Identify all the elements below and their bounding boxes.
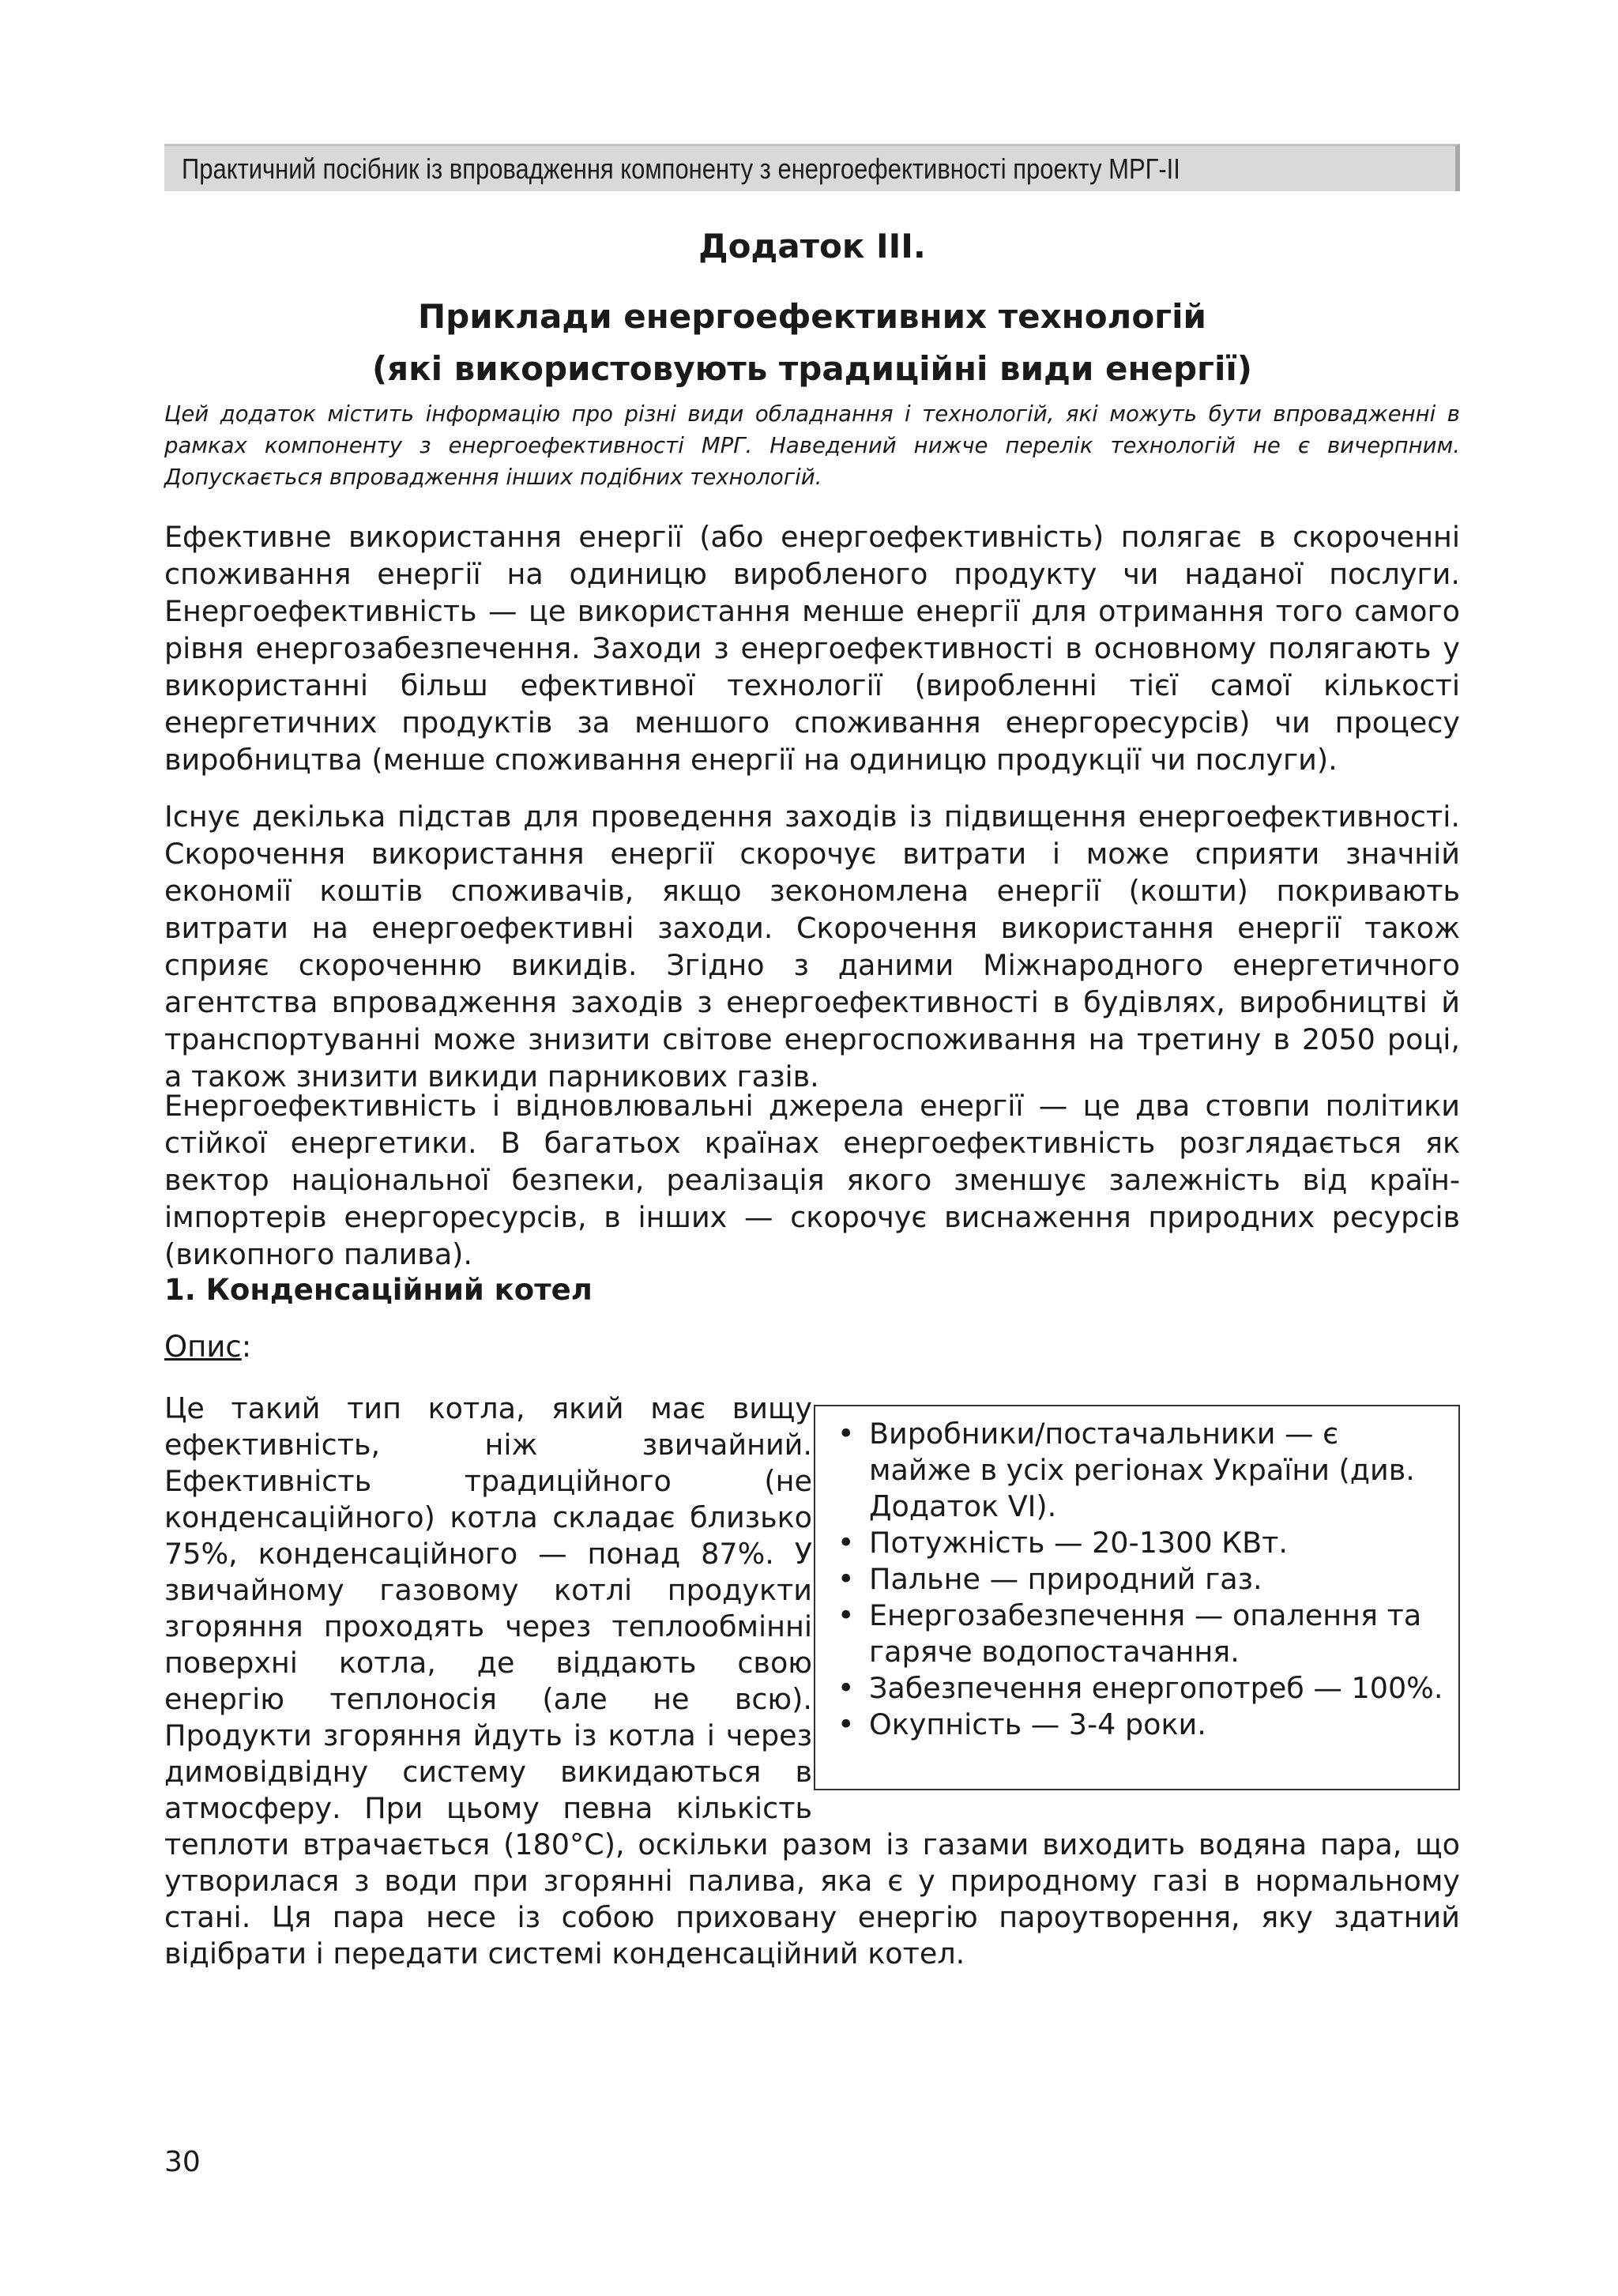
bullet-icon: • [837, 1671, 855, 1705]
paragraph-3: Енергоефективність і відновлювальні джерела енергії — це два стовпи політики стійкої енергетики. В багатьох країнах енергоефективність розглядається як вектор національної безпеки, реалізація якого зменшує залежність від країн-імпортерів енергоресурсів, в інших — скорочує виснаження природних ресурсів (викопного палива). [164, 1089, 1460, 1271]
description-text: Це такий тип котла, який має вищу ефективність, ніж звичайний. Ефективність традиційного (не конденсаційного) котла складає близько 75%, конденсаційного — понад 87%. У звичайному газовому котлі продукти згоряння проходять через теплообмінні поверхні котла, де віддають свою енергію теплоносія (але не всю). Продукти згоряння йдуть із котла і через димовідвідну систему викидаються в атмосферу. При цьому певна кількість теплоти втрачається (180°С), оскільки разом із газами виходить водяна пара, що утворилася з води при згорянні палива, яка є у природному газі в нормальному стані. Ця пара несе із собою приховану енергію пароутворення, яку здатний відібрати і передати системі конденсаційний котел. [164, 1391, 1460, 1970]
spec-text: Пальне — природний газ. [869, 1562, 1262, 1596]
page-number: 30 [164, 2146, 201, 2178]
bullet-icon: • [837, 1598, 855, 1632]
description-label-text: Опис [164, 1330, 242, 1364]
spec-text: Забезпечення енергопотреб — 100%. [869, 1671, 1443, 1705]
description-label [164, 1327, 251, 1367]
description-label-colon: : [241, 1330, 252, 1364]
subtitle-line-1: Приклади енергоефективних технологій [418, 297, 1206, 336]
specs-list [833, 1416, 1444, 1743]
paragraph-2: Існує декілька підстав для проведення заходів із підвищення енергоефективності. Скорочення використання енергії скорочує витрати і може сприяти значній економії коштів споживачів, якщо зекономлена енергії (кошти) покривають витрати на енергоефективні заходи. Скорочення використання енергії також сприяє скороченню викидів. Згідно з даними Міжнародного енергетичного агентства впровадження заходів з енергоефективності в будівлях, виробництві й транспортуванні може знизити світове енергоспоживання на третину в 2050 році, а також знизити викиди парникових газів. [164, 800, 1460, 1093]
list-item [833, 1670, 1444, 1707]
subtitle-line-2: (які використовують традиційні види енергії) [371, 349, 1252, 388]
bullet-icon: • [837, 1562, 855, 1596]
spec-text: Потужність — 20-1300 КВт. [869, 1526, 1288, 1560]
specs-box [814, 1405, 1460, 1790]
list-item [833, 1561, 1444, 1598]
running-header-text: Практичний посібник із впровадження компоненту з енергоефективності проекту МРГ-ІІ [182, 152, 1180, 185]
spec-text: Енергозабезпечення — опалення та гаряче водопостачання. [869, 1598, 1422, 1669]
list-item [833, 1525, 1444, 1561]
list-item [833, 1598, 1444, 1670]
spec-text: Окупність — 3-4 роки. [869, 1707, 1206, 1741]
running-header [164, 144, 1460, 191]
bullet-icon: • [837, 1526, 855, 1560]
section-title: 1. Конденсаційний котел [164, 1273, 593, 1307]
appendix-title: Додаток ІІІ. [698, 227, 926, 265]
list-item [833, 1416, 1444, 1525]
appendix-subtitle [164, 291, 1460, 395]
intro-note: Цей додаток містить інформацію про різні види обладнання і технологій, які можуть бути впровадженні в рамках компоненту з енергоефективності МРГ. Наведений нижче перелік технологій не є вичерпним. Допускається впровадження інших подібних технологій. [164, 401, 1460, 490]
paragraph-1: Ефективне використання енергії (або енергоефективність) полягає в скороченні споживання енергії на одиницю виробленого продукту чи наданої послуги. Енергоефективність — це використання менше енергії для отримання того самого рівня енергозабезпечення. Заходи з енергоефективності в основному полягають у використанні більш ефективної технології (виробленні тієї самої кількості енергетичних продуктів за меншого споживання енергоресурсів) чи процесу виробництва (менше споживання енергії на одиницю продукції чи послуги). [164, 520, 1460, 777]
list-item [833, 1707, 1444, 1743]
bullet-icon: • [837, 1417, 855, 1451]
spec-text: Виробники/постачальники — є майже в усіх регіонах України (див. Додаток VI). [869, 1417, 1415, 1523]
bullet-icon: • [837, 1707, 855, 1741]
